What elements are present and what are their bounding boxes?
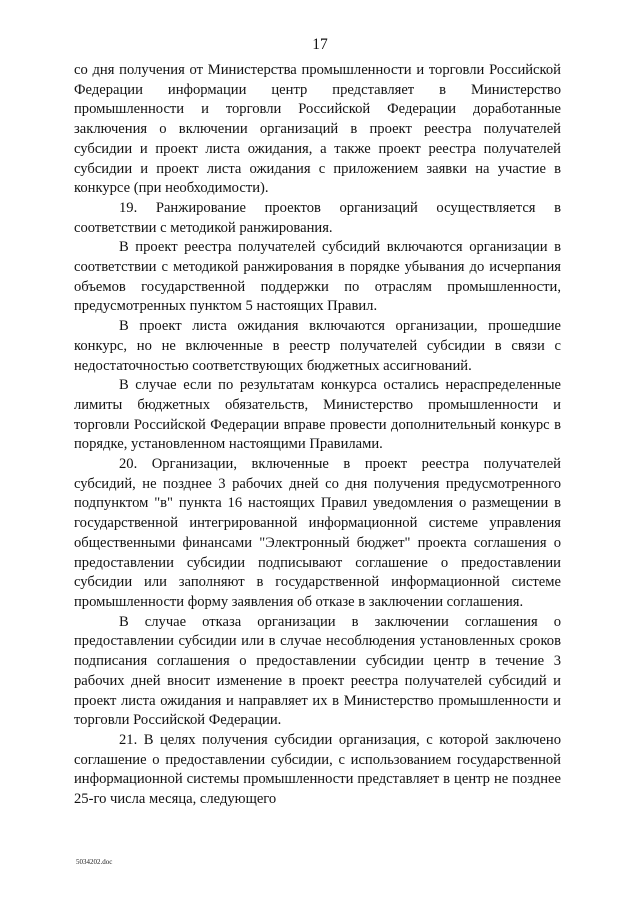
paragraph-clause-20: 20. Организации, включенные в проект реестра получателей субсидий, не позднее 3 рабочих дней со дня получения предусмотренного подпунктом "в" пункта 16 настоящих Правил уведомления о размещении в государственной интегрированной информационной системе управления общественными финансами "Электронный бюджет" проекта соглашения о предоставлении субсидии подписывают соглашение о предоставлении субсидии или заполняют в государственной информационной системе промышленности форму заявления об отказе в заключении соглашения. bbox=[74, 456, 561, 610]
paragraph: со дня получения от Министерства промышленности и торговли Российской Федерации информации центр представляет в Министерство промышленности и торговли Российской Федерации доработанные заключения о включении организаций в проект реестра получателей субсидии и проект листа ожидания, а также проект реестра получателей субсидии и проект листа ожидания с приложением заявки на участие в конкурсе (при необходимости). bbox=[74, 62, 561, 197]
document-body bbox=[74, 61, 561, 810]
paragraph-clause-19: 19. Ранжирование проектов организаций осуществляется в соответствии с методикой ранжирования. bbox=[74, 199, 561, 236]
paragraph: В проект реестра получателей субсидий включаются организации в соответствии с методикой ранжирования в порядке убывания до исчерпания объемов государственной поддержки по отраслям промышленности, предусмотренных пунктом 5 настоящих Правил. bbox=[74, 239, 561, 315]
paragraph-clause-21: 21. В целях получения субсидии организация, с которой заключено соглашение о предоставлении субсидии, с использованием государственной информационной системы промышленности представляет в центр не позднее 25-го числа месяца, следующего bbox=[74, 731, 561, 808]
document-file-code: 5034202.doc bbox=[76, 858, 113, 866]
paragraph: В проект листа ожидания включаются организации, прошедшие конкурс, но не включенные в реестр получателей субсидии в связи с недостаточностью соответствующих бюджетных ассигнований. bbox=[74, 318, 561, 374]
paragraph: В случае если по результатам конкурса остались нераспределенные лимиты бюджетных обязательств, Министерство промышленности и торговли Российской Федерации вправе провести дополнительный конкурс в порядке, установленном настоящими Правилами. bbox=[74, 377, 561, 453]
paragraph: В случае отказа организации в заключении соглашения о предоставлении субсидии или в случае несоблюдения установленных сроков подписания соглашения о предоставлении субсидии центр в течение 3 рабочих дней вносит изменение в проект реестра получателей субсидий и проект листа ожидания и направляет их в Министерство промышленности и торговли Российской Федерации. bbox=[74, 613, 561, 729]
page-number: 17 bbox=[312, 36, 328, 53]
